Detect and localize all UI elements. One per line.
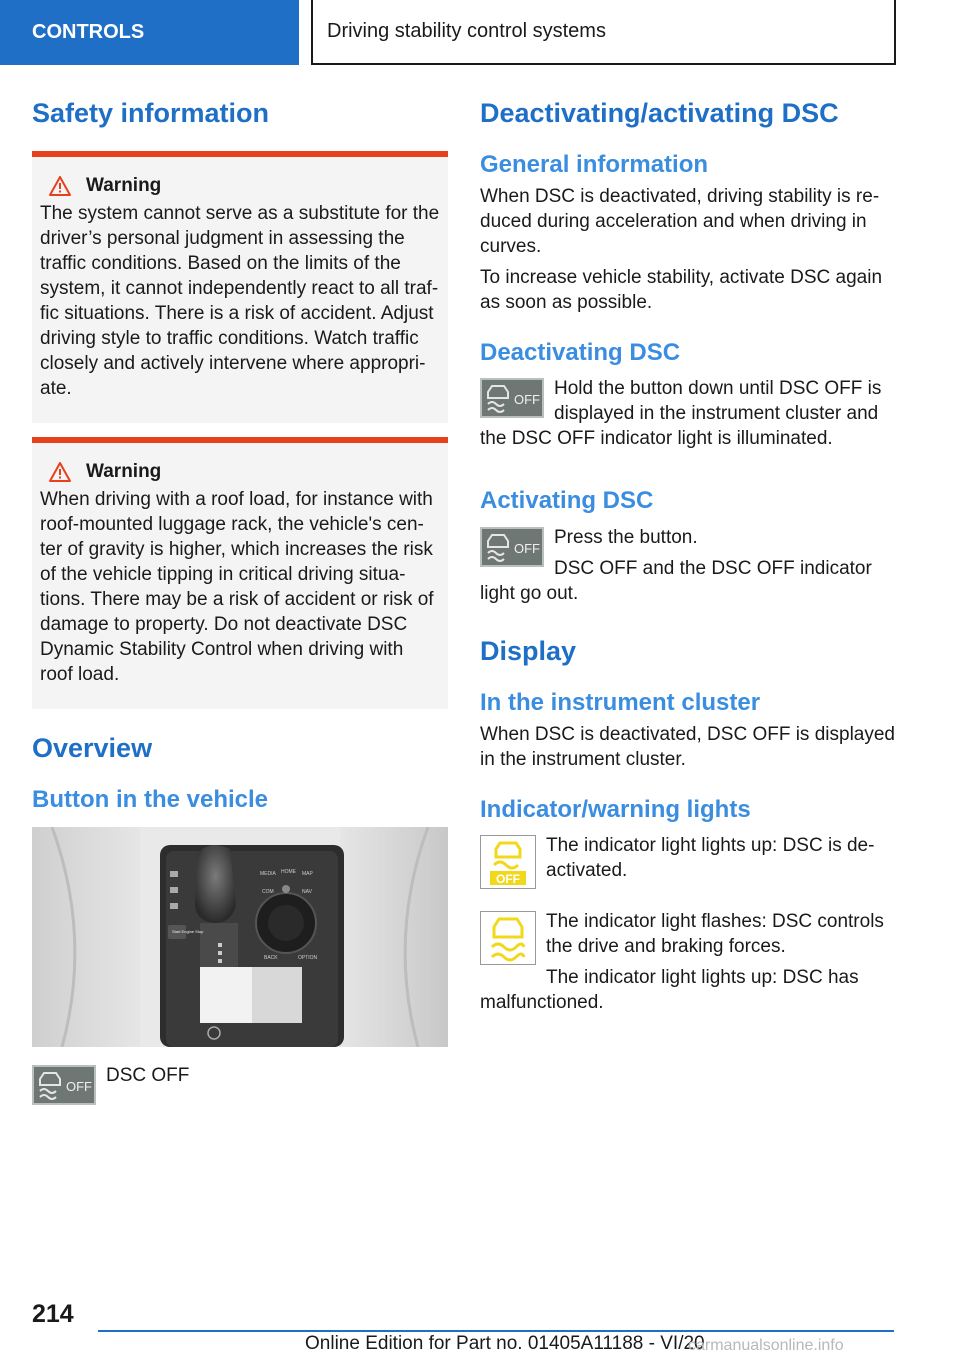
warning-label-2: Warning — [86, 461, 162, 483]
general-information-heading: General information — [480, 151, 709, 179]
instrument-cluster-text: When DSC is deactivated, DSC OFF is displayed in the instrument cluster. — [480, 723, 895, 770]
warning-label-1: Warning — [86, 175, 162, 197]
warning-box-1 — [32, 151, 448, 423]
warning-triangle-icon — [48, 175, 72, 197]
general-paragraph-1: When DSC is deactivated, driving stability is re- duced during acceleration and when driving in curves. — [480, 186, 880, 258]
dsc-off-indicator-icon — [480, 835, 536, 889]
photo-label-back: BACK — [264, 955, 278, 962]
warning-header-2 — [40, 461, 440, 483]
instrument-cluster-heading: In the instrument cluster — [480, 688, 761, 716]
activating-text-1: Press the button. — [554, 526, 698, 548]
warning-box-2 — [32, 437, 448, 709]
photo-label-media: MEDIA — [260, 871, 276, 878]
warning-triangle-icon — [48, 461, 72, 483]
dsc-off-button-icon — [480, 378, 544, 418]
deactivating-activating-heading: Deactivating/activating DSC — [480, 98, 839, 128]
indicator-lights-heading: Indicator/warning lights — [480, 795, 751, 823]
photo-label-nav: NAV — [302, 889, 312, 896]
footer-watermark[interactable]: carmanualsonline.info — [688, 1337, 844, 1354]
chapter-title: Driving stability control systems — [311, 0, 896, 65]
center-console-photo — [32, 827, 448, 1047]
activating-dsc-heading: Activating DSC — [480, 487, 654, 515]
footer-edition: Online Edition for Part no. 01405A11188 - VI/20 — [305, 1333, 705, 1354]
page-number: 214 — [32, 1300, 74, 1328]
dsc-off-button-icon — [32, 1065, 96, 1105]
indicator-off-text: OFF — [496, 872, 520, 887]
dsc-button-off-text: OFF — [514, 392, 540, 408]
section-tab: CONTROLS — [0, 0, 299, 65]
indicator-text-1: The indicator light lights up: DSC is de- activated. — [546, 835, 875, 882]
photo-label-start-stop: Start Engine Stop — [172, 929, 204, 935]
warning-header-1 — [40, 175, 440, 197]
safety-heading: Safety information — [32, 98, 270, 128]
indicator-text-2: The indicator light flashes: DSC controls the drive and braking forces. — [546, 911, 884, 958]
photo-label-option: OPTION — [298, 955, 318, 962]
photo-label-com: COM — [262, 889, 274, 896]
warning-text-2: When driving with a roof load, for instance with roof-mounted luggage rack, the vehicle's cen- ter of gravity is higher, which increases the risk of the vehicle tipping in critical driving situa- tions. There may be a risk of accident or risk of damage to property. Do not deactivate DSC Dynamic Stability Control when driving with roof load. — [40, 489, 434, 686]
indicator-text-3: The indicator light lights up: DSC has malfunctioned. — [480, 967, 859, 1014]
photo-label-home: HOME — [281, 869, 296, 876]
deactivating-dsc-heading: Deactivating DSC — [480, 339, 681, 367]
dsc-button-off-text: OFF — [66, 1079, 92, 1095]
display-heading: Display — [480, 635, 577, 666]
warning-text-1: The system cannot serve as a substitute for the driver’s personal judgment in assessing the traffic conditions. Based on the limits of the system, it cannot independently react to all traf- fic situations. There is a risk of accident. Adjust driving style to traffic conditions. Watch traffic closely and actively intervene where appropri- ate. — [40, 203, 440, 400]
dsc-button-off-text: OFF — [514, 540, 540, 556]
general-paragraph-2: To increase vehicle stability, activate DSC again as soon as possible. — [480, 267, 883, 314]
deactivating-text: Hold the button down until DSC OFF is displayed in the instrument cluster and the DSC OFF indicator light is illuminated. — [480, 378, 882, 450]
dsc-indicator-icon — [480, 911, 536, 965]
left-column — [32, 96, 448, 1105]
indicator-row-2 — [480, 909, 900, 1015]
activating-text-2: DSC OFF and the DSC OFF indicator light go out. — [480, 557, 872, 604]
activating-block — [480, 525, 900, 606]
dsc-off-label: DSC OFF — [106, 1065, 190, 1087]
footer-divider — [98, 1330, 894, 1332]
dsc-off-button-icon — [480, 527, 544, 567]
dsc-off-legend — [32, 1065, 448, 1105]
button-in-vehicle-heading: Button in the vehicle — [32, 786, 269, 814]
overview-heading: Overview — [32, 733, 153, 764]
deactivating-block — [480, 376, 900, 451]
photo-label-map: MAP — [302, 871, 313, 878]
indicator-row-1 — [480, 833, 900, 893]
right-column — [480, 96, 900, 1015]
